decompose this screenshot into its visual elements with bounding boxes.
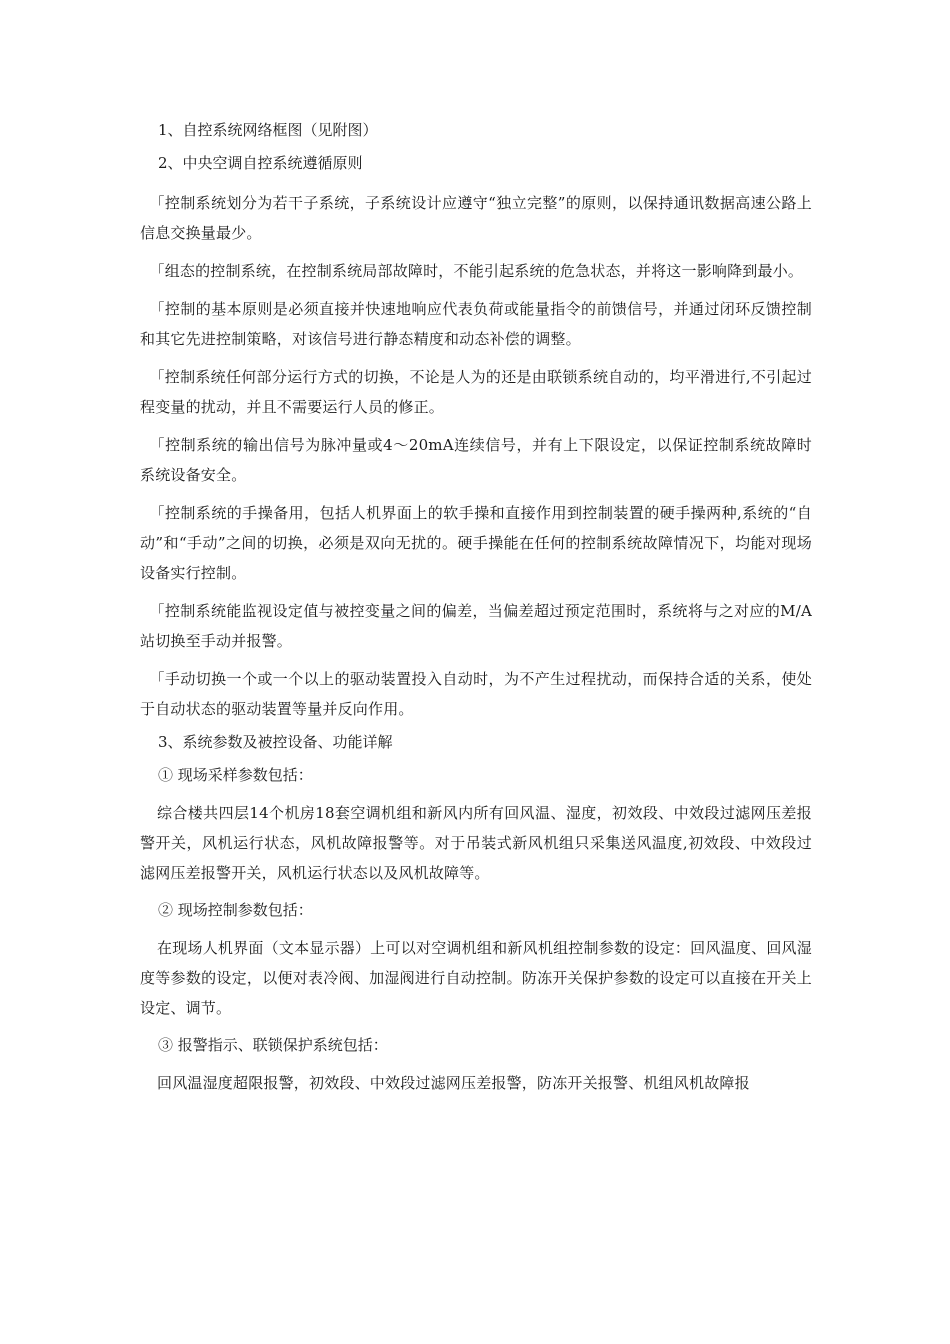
principle-paragraph: ｢组态的控制系统，在控制系统局部故障时，不能引起系统的危急状态，并将这一影响降到最小。 [157, 262, 804, 280]
subsection-title-3: ③ 报警指示、联锁保护系统包括： [158, 1036, 388, 1054]
principle-paragraph: ｢控制系统能监视设定值与被控变量之间的偏差，当偏差超过预定范围时，系统将与之对应的M/A站切换至手动并报警。 [140, 602, 812, 650]
principle-paragraph: ｢控制系统划分为若干子系统，子系统设计应遵守“独立完整”的原则，以保持通讯数据高速公路上信息交换量最少。 [140, 194, 812, 242]
principle-paragraph: ｢控制系统任何部分运行方式的切换，不论是人为的还是由联锁系统自动的，均平滑进行,不引起过程变量的扰动，并且不需要运行人员的修正。 [140, 368, 812, 416]
principle-paragraph: ｢控制系统的手操备用，包括人机界面上的软手操和直接作用到控制装置的硬手操两种,系统的“自动”和“手动”之间的切换，必须是双向无扰的。硬手操能在任何的控制系统故障情况下，均能对现场设备实行控制。 [140, 504, 812, 582]
section-heading-1: 1、自控系统网络框图（见附图） [158, 121, 378, 139]
subsection-title-2: ② 现场控制参数包括： [158, 901, 313, 919]
subsection-body-3: 回风温湿度超限报警，初效段、中效段过滤网压差报警，防冻开关报警、机组风机故障报 [157, 1074, 750, 1092]
principle-paragraph: ｢手动切换一个或一个以上的驱动装置投入自动时，为不产生过程扰动，而保持合适的关系，使处于自动状态的驱动装置等量并反向作用。 [140, 670, 812, 718]
section-heading-3: 3、系统参数及被控设备、功能详解 [158, 733, 393, 751]
subsection-body-2: 在现场人机界面（文本显示器）上可以对空调机组和新风机组控制参数的设定：回风温度、回风湿度等参数的设定，以便对表冷阀、加湿阀进行自动控制。防冻开关保护参数的设定可以直接在开关上设定、调节。 [140, 939, 812, 1017]
subsection-body-1: 综合楼共四层14个机房18套空调机组和新风内所有回风温、湿度，初效段、中效段过滤网压差报警开关，风机运行状态，风机故障报警等。对于吊装式新风机组只采集送风温度,初效段、中效段过滤网压差报警开关，风机运行状态以及风机故障等。 [140, 804, 812, 882]
subsection-title-1: ① 现场采样参数包括： [158, 766, 313, 784]
principle-paragraph: ｢控制系统的输出信号为脉冲量或4～20mA连续信号，并有上下限设定，以保证控制系统故障时系统设备安全。 [140, 436, 812, 484]
section-heading-2: 2、中央空调自控系统遵循原则 [158, 154, 363, 172]
principle-paragraph: ｢控制的基本原则是必须直接并快速地响应代表负荷或能量指令的前馈信号，并通过闭环反馈控制和其它先进控制策略，对该信号进行静态精度和动态补偿的调整。 [140, 300, 812, 348]
document-body [140, 116, 812, 1098]
